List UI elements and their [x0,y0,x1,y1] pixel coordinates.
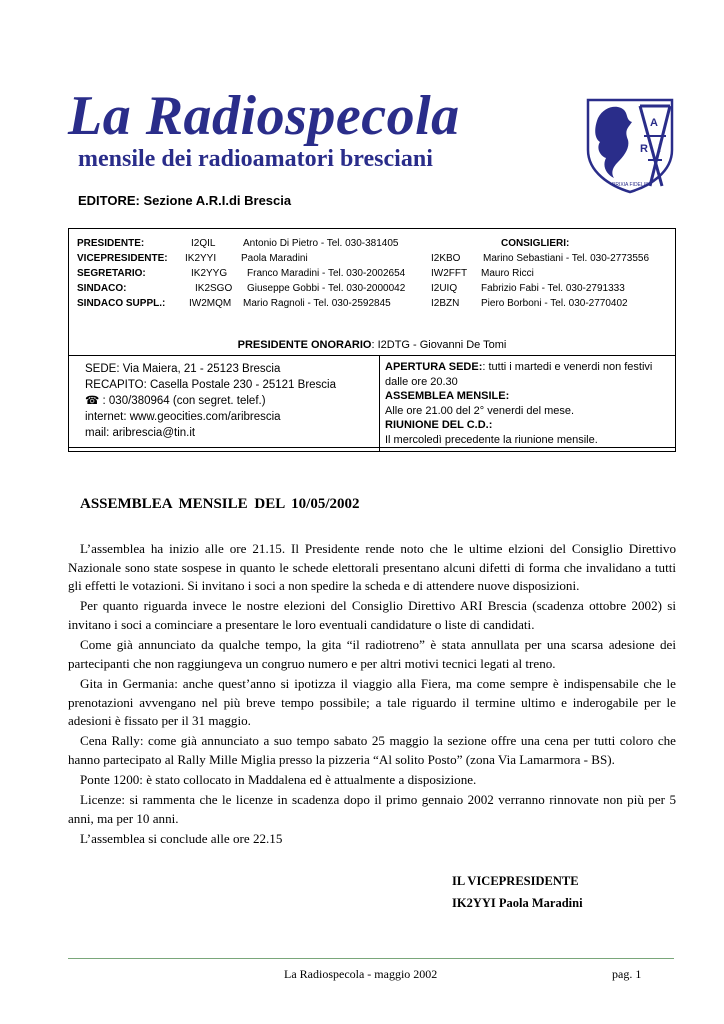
councillor-name: Fabrizio Fabi - Tel. 030-2791333 [481,283,625,294]
ari-shield-logo-icon [584,96,676,194]
section-info-box [68,228,676,452]
officer-name: Giuseppe Gobbi - Tel. 030-2000042 [247,283,406,294]
article-paragraph: Come già annunciato da qualche tempo, la gita “il radiotreno” è stata annullata per una scarsa adesione dei partecipanti che non raggiungeva un congruo numero e per altri motivi tecnici legati al treno. [68,637,676,671]
article-paragraph: Cena Rally: come già annunciato a suo tempo sabato 25 maggio la sezione offre una cena per tutti coloro che hanno partecipato al Rally Mille Miglia presso la pizzeria “Al solito Posto” (zona Via Lamarmora - BS). [68,733,676,767]
article-paragraph: Gita in Germania: anche quest’anno si ipotizza il viaggio alla Fiera, ma come sempre è indispensabile che le prenotazioni avvengano nel più breve tempo possibile; a tale riguardo il termine ultimo e inderogabile per le adesioni è fissato per il 31 maggio. [68,675,676,729]
logo-motto: BRIXIA FIDELIS [612,182,649,188]
recapito-address: RECAPITO: Casella Postale 230 - 25121 Brescia [85,379,336,391]
assemblea-text: Alle ore 21.00 del 2° venerdi del mese. [385,404,575,417]
officer-call: I2QIL [191,238,216,249]
officer-name: Mario Ragnoli - Tel. 030-2592845 [243,298,391,309]
honorary-label: PRESIDENTE ONORARIO [237,339,372,351]
editor-line: EDITORE: Sezione A.R.I.di Brescia [78,193,292,208]
honorary-value: : I2DTG - Giovanni De Tomi [371,339,507,351]
article-paragraph: L’assemblea si conclude alle ore 22.15 [80,831,283,847]
internet-address: internet: www.geocities.com/aribrescia [85,411,281,423]
masthead-subtitle: mensile dei radioamatori bresciani [78,146,433,172]
councillors-label: CONSIGLIERI: [501,238,570,249]
signature-name: IK2YYI Paola Maradini [452,896,583,910]
article-heading: ASSEMBLEA MENSILE DEL 10/05/2002 [80,496,360,512]
apertura-label: APERTURA SEDE: [385,361,483,373]
phone-number: : 030/380964 (con segret. telef.) [99,395,266,407]
contact-info [85,361,336,441]
councillor-call: I2KBO [431,253,461,264]
logo-letter-i: I [658,143,662,155]
officer-name: Paola Maradini [241,253,308,264]
assemblea-label: ASSEMBLEA MENSILE: [385,390,510,402]
footer-title: La Radiospecola - maggio 2002 [284,967,438,981]
article-paragraph: Ponte 1200: è stato collocato in Maddalena ed è attualmente a disposizione. [80,772,477,788]
logo-letter-a: A [650,117,658,129]
page-number: pag. 1 [612,967,642,981]
officer-call: IK2YYG [191,268,228,279]
apertura-text: : tutti i martedi e venerdi non festivi [482,361,653,373]
riunione-text: Il mercoledì precedente la riunione mensile. [385,433,598,446]
councillor-name: Marino Sebastiani - Tel. 030-2773556 [483,253,650,264]
phone-line [85,393,336,409]
footer-rule [68,958,674,959]
councillor-call: IW2FFT [431,268,468,279]
logo-letter-r: R [640,143,648,155]
box-bottom-rule [69,447,675,448]
councillor-call: I2BZN [431,298,460,309]
masthead-title: La Radiospecola [68,85,460,147]
article-body [68,540,676,850]
apertura-text-2: dalle ore 20.30 [385,375,458,388]
officer-role: SINDACO SUPPL.: [77,298,166,309]
officer-role: SEGRETARIO: [77,268,146,279]
honorary-president [69,339,675,351]
article-paragraph: L’assemblea ha inizio alle ore 21.15. Il Presidente rende noto che le ultime elzioni del Consiglio Direttivo Nazionale sono state sospese in quanto le schede elettorali presentano alcuni difetti di forma che invalidano a tutti gli effetti le votazioni. Si invitano i soci a non spedire la scheda e di attendere nuove disposizioni. [68,541,676,594]
box-column-divider [379,355,380,451]
councillor-call: I2UIQ [431,283,458,294]
signature-role: IL VICEPRESIDENTE [452,874,579,888]
officer-name: Franco Maradini - Tel. 030-2002654 [247,268,406,279]
officer-role: SINDACO: [77,283,127,294]
councillor-name: Mauro Ricci [481,268,534,279]
officer-name: Antonio Di Pietro - Tel. 030-381405 [243,238,399,249]
officer-role: VICEPRESIDENTE: [77,253,168,264]
councillor-name: Piero Borboni - Tel. 030-2770402 [481,298,628,309]
riunione-label: RIUNIONE DEL C.D.: [385,419,493,431]
sede-address: SEDE: Via Maiera, 21 - 25123 Brescia [85,363,281,375]
officer-role: PRESIDENTE: [77,238,145,249]
officer-call: IK2SGO [195,283,233,294]
mail-address: mail: aribrescia@tin.it [85,427,196,439]
signature-block [452,870,583,914]
officer-call: IK2YYI [185,253,217,264]
article-paragraph: Per quanto riguarda invece le nostre elezioni del Consiglio Direttivo ARI Brescia (scadenza ottobre 2002) si invitano i soci a cominciare a presentare le loro eventuali candidature o liste di candidati. [68,598,676,632]
telephone-icon: ☎ [85,395,100,407]
box-divider [69,355,675,356]
article-paragraph: Licenze: si rammenta che le licenze in scadenza dopo il primo gennaio 2002 verranno rinnovate non più per 5 anni, ma per 10 anni. [68,792,676,826]
opening-hours [385,360,652,447]
officer-call: IW2MQM [189,298,232,309]
